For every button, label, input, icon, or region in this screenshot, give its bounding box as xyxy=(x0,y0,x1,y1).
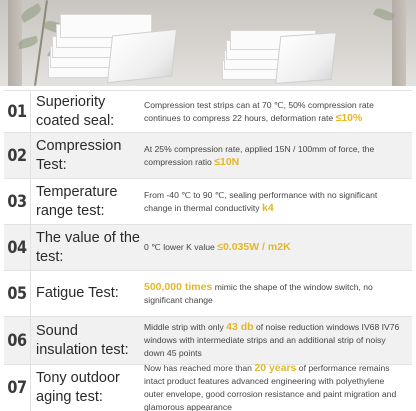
row-title: The value of the test: xyxy=(36,229,140,265)
feature-row xyxy=(4,132,412,178)
row-number: 07 xyxy=(7,378,27,398)
row-highlight: ≤0.035W / m2K xyxy=(217,241,291,253)
row-number: 04 xyxy=(7,237,27,258)
row-number: 02 xyxy=(7,145,27,166)
feature-row xyxy=(4,364,412,411)
row-title: Sound insulation test: xyxy=(36,322,129,358)
plant-leaf xyxy=(19,3,43,23)
seal-strip-stack-left xyxy=(46,6,186,82)
row-highlight: ≤10N xyxy=(214,155,240,168)
row-description: Middle strip with only 43 db of noise reduction windows IV68 IV76 windows with intermediate strips and an additional strip of noisy down 45 points xyxy=(144,321,400,358)
row-number: 01 xyxy=(7,101,27,122)
row-description: At 25% compression rate, applied 15N / 100mm of force, the compression ratio ≤10N xyxy=(144,143,375,168)
row-number: 06 xyxy=(7,330,27,351)
row-highlight: k4 xyxy=(262,201,274,214)
seal-strip-stack-right xyxy=(214,20,354,86)
row-title: Tony outdoor aging test: xyxy=(36,370,120,405)
background-post xyxy=(392,0,406,86)
column-divider xyxy=(30,90,31,411)
row-title: Fatigue Test: xyxy=(36,285,119,301)
feature-row xyxy=(4,316,412,364)
feature-row xyxy=(4,270,412,316)
row-highlight: 20 years xyxy=(254,362,297,374)
row-title: Temperature range test: xyxy=(36,183,118,219)
row-highlight: 43 db xyxy=(226,321,254,333)
row-description: 500,000 times mimic the shape of the window switch, no significant change xyxy=(144,280,373,305)
row-highlight: ≤10% xyxy=(335,111,363,124)
product-photo xyxy=(0,0,416,86)
row-highlight: 500,000 times xyxy=(144,280,213,293)
feature-row xyxy=(4,224,412,270)
row-title: Superiority coated seal: xyxy=(36,93,115,129)
feature-table xyxy=(4,90,412,411)
row-title: Compression Test: xyxy=(36,137,122,173)
row-number: 03 xyxy=(7,191,27,212)
row-description: Now has reached more than 20 years of performance remains intact product features advanced engineering with polyethylene outer envelope, good corrosion resistance and paint migration and glamorous appearance xyxy=(144,362,397,411)
row-description: Compression test strips can at 70 ℃, 50% compression rate continues to compress 22 hours, deformation rate ≤10% xyxy=(144,99,374,124)
feature-row xyxy=(4,90,412,132)
row-number: 05 xyxy=(7,283,27,304)
row-description: From -40 ℃ to 90 ℃, sealing performance with no significant change in thermal conductivity k4 xyxy=(144,189,378,214)
feature-row xyxy=(4,178,412,224)
row-description: 0 ℃ lower K value ≤0.035W / m2K xyxy=(144,241,291,253)
